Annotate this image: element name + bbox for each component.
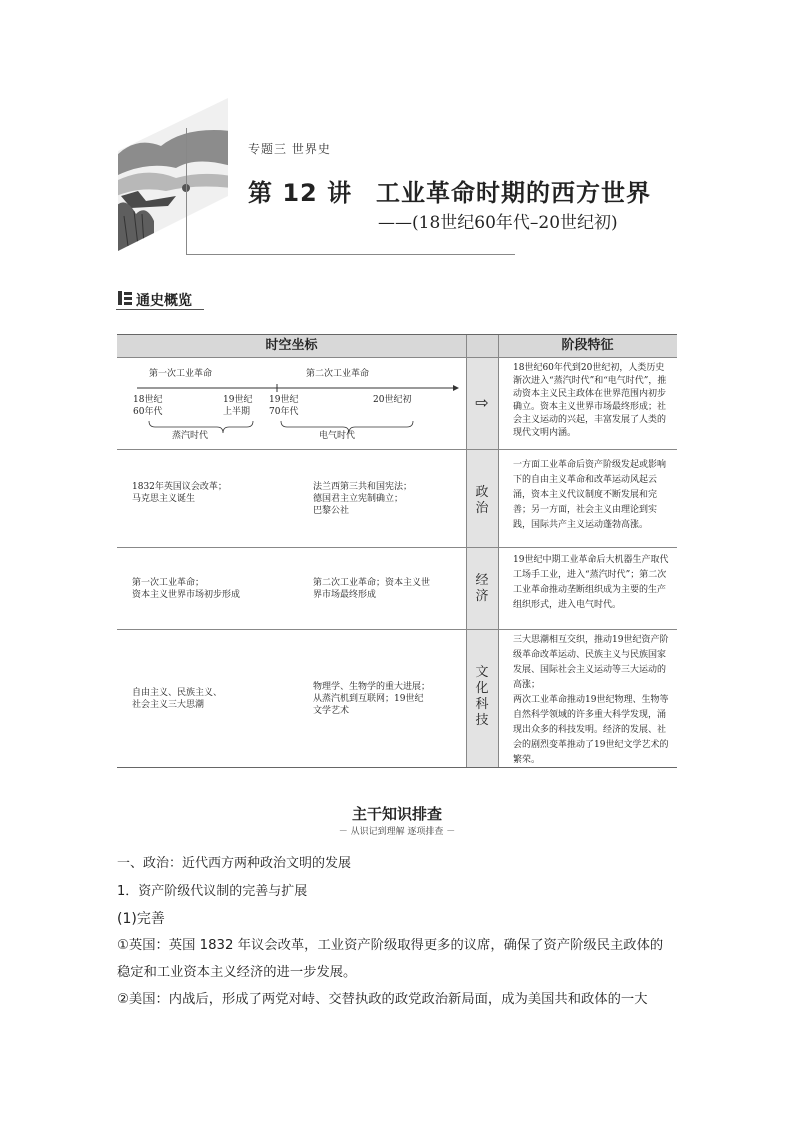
timeline-t3-line2: 70年代 [269,407,299,417]
row-economy-middle: 第二次工业革命；资本主义世 界市场最终形成 [313,578,431,600]
row-divider [117,449,677,450]
lesson-subtitle: ——(18世纪60年代–20世纪初) [378,213,618,233]
timeline-t1-line1: 18世纪 [133,395,163,405]
row-economy-category: 经 济 [475,573,489,604]
header-spacer [466,335,498,357]
main-subtitle: － 从识记到理解 逐项排查 － [338,827,456,837]
timeline-rev2: 第二次工业革命 [306,369,370,379]
paragraph-usa: ②美国：内战后，形成了两党对峙、交替执政的政党政治新局面，成为美国共和政体的一大 [117,992,648,1007]
header-feature: 阶段特征 [498,335,677,357]
timeline-t2-line2: 上半期 [223,407,251,417]
timeline-t2-line1: 19世纪 [223,395,253,405]
row-economy-left: 第一次工业革命； 资本主义世界市场初步形成 [132,578,241,600]
section-underline [116,309,204,310]
timeline-rev1: 第一次工业革命 [149,369,213,379]
header-timeline: 时空坐标 [117,335,466,357]
row-culture-feature: 三大思潮相互交织，推动19世纪资产阶级革命改革运动、民族主义与民族国家发展、国际社会主义运动等三大运动的高涨； 两次工业革命推动19世纪物理、生物等自然科学领域的许多重大科学发现，涌现出众多的科技发明。经济的发展、社会的剧烈变革推动了19世纪文学艺术的繁荣。 [513,635,669,765]
lesson-title: 工业革命时期的西方世界 [376,179,651,207]
row-politics-category: 政 治 [475,485,489,516]
timeline-t4: 20世纪初 [373,395,412,405]
main-title: 主干知识排查 [351,805,442,823]
feature-summary: 18世纪60年代到20世纪初，人类历史渐次进入“蒸汽时代”和“电气时代”，推动资本主义民主政体在世界范围内初步确立。资本主义世界市场最终形成；社会主义运动的兴起，丰富发展了人类的现代文明内涵。 [513,363,667,438]
row-divider [117,547,677,548]
timeline-era2: 电气时代 [319,431,356,441]
section-bars-icon [118,291,132,305]
row-culture-middle: 物理学、生物学的重大进展； 从蒸汽机到互联网；19世纪 文学艺术 [313,682,431,716]
row-politics-left: 1832年英国议会改革； 马克思主义诞生 [132,482,227,504]
topic-label: 专题三 世界史 [248,142,331,156]
paragraph-britain-cont: 稳定和工业资本主义经济的进一步发展。 [117,965,357,980]
arrow-icon: ⇨ [475,393,489,412]
row-economy-feature: 19世纪中期工业革命后大机器生产取代工场手工业，进入“蒸汽时代”；第二次工业革命推动垄断组织成为主要的生产组织形式，进入电气时代。 [513,555,669,610]
overview-table [117,334,677,768]
row-divider [117,629,677,630]
heading-perfection: (1)完善 [117,911,165,927]
row-culture-left: 自由主义、民族主义、 社会主义三大思潮 [132,688,223,710]
heading-politics: 一、政治：近代西方两种政治文明的发展 [117,856,352,871]
row-politics-middle: 法兰西第三共和国宪法； 德国君主立宪制确立； 巴黎公社 [313,482,413,516]
col-divider [498,335,499,767]
section-title: 通史概览 [136,293,192,309]
row-culture-category: 文 化 科 技 [475,665,489,728]
heading-representative-system: 1．资产阶级代议制的完善与扩展 [117,884,308,899]
row-politics-feature: 一方面工业革命后资产阶级发起或影响下的自由主义革命和改革运动风起云涌，资本主义代议制度不断发展和完善；另一方面，社会主义由理论到实践，国际共产主义运动蓬勃高涨。 [513,460,667,530]
paragraph-britain: ①英国：英国 1832 年议会改革，工业资产阶级取得更多的议席，确保了资产阶级民主政体的 [117,938,664,953]
lesson-number: 第 12 讲 [248,179,353,207]
timeline-t3-line1: 19世纪 [269,395,299,405]
timeline-era1: 蒸汽时代 [172,431,209,441]
timeline-t1-line2: 60年代 [133,407,163,417]
